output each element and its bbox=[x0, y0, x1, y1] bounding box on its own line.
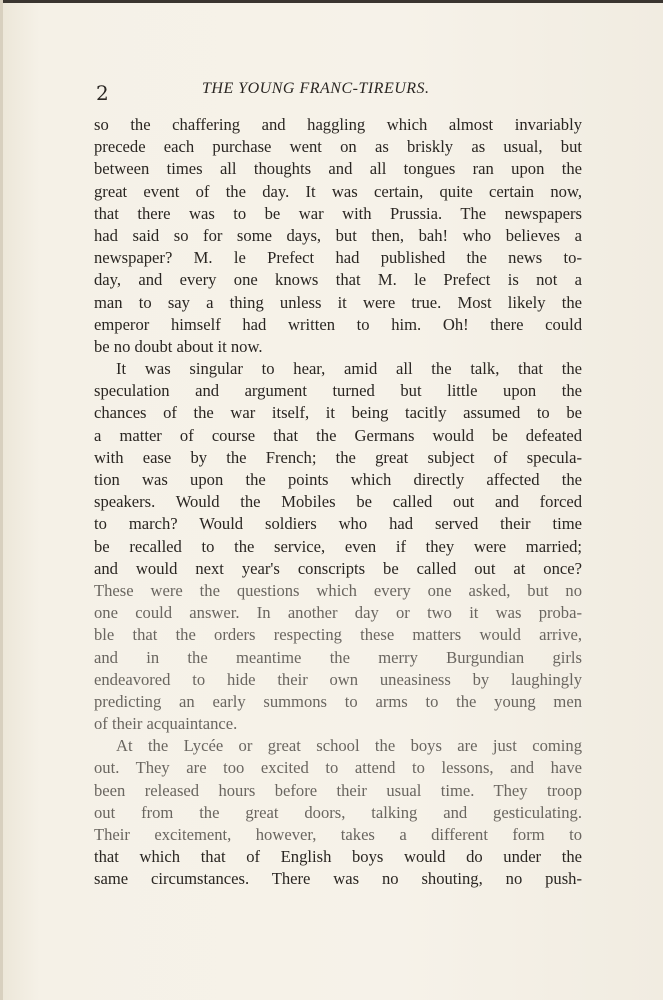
text-line: man to say a thing unless it were true. Most likely the bbox=[94, 292, 582, 312]
text-line: been released hours before their usual time. They troop bbox=[94, 780, 582, 800]
text-line: chances of the war itself, it being tacitly assumed to be bbox=[94, 403, 582, 423]
text-line: speculation and argument turned but little upon the bbox=[94, 381, 582, 401]
text-line: newspaper? M. le Prefect had published the news to- bbox=[94, 248, 582, 268]
text-line: that there was to be war with Prussia. The newspapers bbox=[94, 203, 582, 223]
text-line: endeavored to hide their own uneasiness by laughingly bbox=[94, 669, 582, 689]
text-line: that which that of English boys would do under the bbox=[94, 847, 582, 867]
text-line: and in the meantime the merry Burgundian girls bbox=[94, 647, 582, 667]
text-line: tion was upon the points which directly affected the bbox=[94, 470, 582, 489]
text-line: emperor himself had written to him. Oh! there could bbox=[94, 314, 582, 334]
text-line: to march? Would soldiers who had served their time bbox=[94, 514, 582, 534]
body-text bbox=[94, 114, 582, 891]
text-line: At the Lycée or great school the boys are just coming bbox=[116, 736, 582, 756]
text-line: same circumstances. There was no shouting, no push- bbox=[94, 869, 582, 889]
text-line: Their excitement, however, takes a different form to bbox=[94, 825, 582, 844]
text-line: predicting an early summons to arms to the young men bbox=[94, 691, 582, 711]
top-rule bbox=[0, 0, 663, 3]
text-line: had said so for some days, but then, bah! who believes a bbox=[94, 225, 582, 245]
text-line: precede each purchase went on as briskly as usual, but bbox=[94, 137, 582, 157]
text-line: great event of the day. It was certain, quite certain now, bbox=[94, 181, 582, 201]
text-line: be no doubt about it now. bbox=[94, 336, 263, 356]
text-line: speakers. Would the Mobiles be called out and forced bbox=[94, 492, 582, 512]
text-line: ble that the orders respecting these matters would arrive, bbox=[94, 625, 582, 645]
text-line: out. They are too excited to attend to lessons, and have bbox=[94, 758, 582, 778]
text-line: be recalled to the service, even if they were married; bbox=[94, 536, 582, 556]
text-line: day, and every one knows that M. le Prefect is not a bbox=[94, 270, 582, 290]
text-line: These were the questions which every one asked, but no bbox=[94, 580, 582, 600]
text-line: with ease by the French; the great subject of specula- bbox=[94, 447, 582, 467]
text-line: It was singular to hear, amid all the talk, that the bbox=[116, 359, 582, 379]
page-left-edge bbox=[0, 0, 3, 1000]
page-number: 2 bbox=[96, 81, 109, 105]
page-header bbox=[90, 80, 580, 104]
text-line: out from the great doors, talking and gesticulating. bbox=[94, 802, 582, 822]
text-line: a matter of course that the Germans would be defeated bbox=[94, 425, 582, 445]
text-line: one could answer. In another day or two it was proba- bbox=[94, 603, 582, 623]
running-title: THE YOUNG FRANC-TIREURS. bbox=[202, 80, 430, 97]
text-line: and would next year's conscripts be called out at once? bbox=[94, 558, 582, 578]
text-line: between times all thoughts and all tongues ran upon the bbox=[94, 159, 582, 179]
text-line: of their acquaintance. bbox=[94, 714, 238, 734]
text-line: so the chaffering and haggling which almost invariably bbox=[94, 115, 582, 134]
